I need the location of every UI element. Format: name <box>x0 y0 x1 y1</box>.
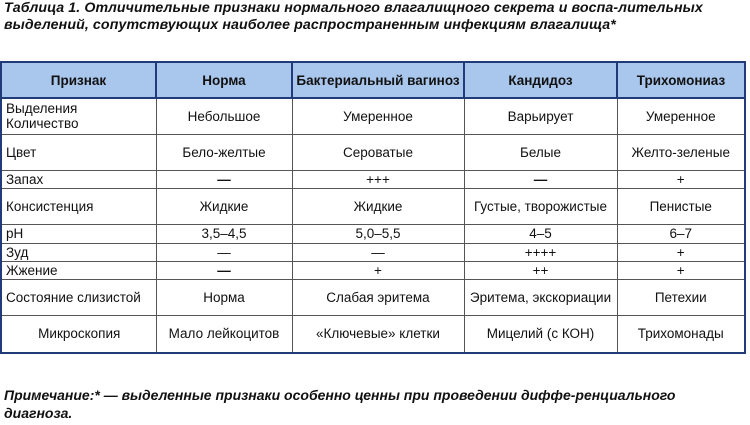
table-row <box>1 188 745 224</box>
cell-trichomoniasis: 6–7 <box>617 224 745 243</box>
table-row <box>1 261 745 279</box>
cell-norm: Норма <box>156 279 292 315</box>
comparison-table <box>0 61 746 354</box>
header-candidiasis: Кандидоз <box>464 62 617 98</box>
table-row <box>1 170 745 188</box>
cell-bv: Слабая эритема <box>292 279 464 315</box>
header-norm: Норма <box>156 62 292 98</box>
cell-norm: — <box>156 243 292 261</box>
cell-trichomoniasis: Петехии <box>617 279 745 315</box>
cell-norm: Жидкие <box>156 188 292 224</box>
cell-trichomoniasis: + <box>617 261 745 279</box>
table-row <box>1 315 745 353</box>
cell-bv: Жидкие <box>292 188 464 224</box>
row-label: Выделения Количество <box>1 98 156 134</box>
cell-candidiasis: Эритема, экскориации <box>464 279 617 315</box>
cell-bv: — <box>292 243 464 261</box>
table-row <box>1 98 745 134</box>
row-label: Зуд <box>1 243 156 261</box>
cell-candidiasis: ++ <box>464 261 617 279</box>
table-row <box>1 134 745 170</box>
cell-candidiasis: Белые <box>464 134 617 170</box>
cell-bv: «Ключевые» клетки <box>292 315 464 353</box>
cell-candidiasis: 4–5 <box>464 224 617 243</box>
header-row <box>1 62 745 98</box>
cell-trichomoniasis: Желто-зеленые <box>617 134 745 170</box>
cell-bv: 5,0–5,5 <box>292 224 464 243</box>
row-label: Консистенция <box>1 188 156 224</box>
cell-norm: Бело-желтые <box>156 134 292 170</box>
cell-candidiasis: ++++ <box>464 243 617 261</box>
table-note: Примечание:* — выделенные признаки особенно ценны при проведении диффе-ренциального диагноза. <box>4 387 676 421</box>
table-row <box>1 279 745 315</box>
header-sign: Признак <box>1 62 156 98</box>
row-label: Микроскопия <box>1 315 156 353</box>
cell-bv: Сероватые <box>292 134 464 170</box>
header-trichomoniasis: Трихомониаз <box>617 62 745 98</box>
row-label: pH <box>1 224 156 243</box>
cell-candidiasis: Мицелий (с КОН) <box>464 315 617 353</box>
cell-bv: + <box>292 261 464 279</box>
cell-trichomoniasis: Пенистые <box>617 188 745 224</box>
table-caption: Таблица 1. Отличительные признаки нормального влагалищного секрета и воспа-лительных выделений, сопутствующих наиболее распространенным инфекциям влагалища* <box>4 0 703 33</box>
row-label: Жжение <box>1 261 156 279</box>
cell-candidiasis: Густые, творожистые <box>464 188 617 224</box>
cell-bv: +++ <box>292 170 464 188</box>
header-bacterial-vaginosis: Бактериальный вагиноз <box>292 62 464 98</box>
cell-norm: Небольшое <box>156 98 292 134</box>
row-label: Цвет <box>1 134 156 170</box>
cell-norm: — <box>156 261 292 279</box>
cell-norm: 3,5–4,5 <box>156 224 292 243</box>
cell-trichomoniasis: + <box>617 170 745 188</box>
cell-bv: Умеренное <box>292 98 464 134</box>
cell-candidiasis: Варьирует <box>464 98 617 134</box>
row-label: Состояние слизистой <box>1 279 156 315</box>
table-row <box>1 243 745 261</box>
cell-norm: Мало лейкоцитов <box>156 315 292 353</box>
cell-trichomoniasis: Трихомонады <box>617 315 745 353</box>
cell-candidiasis: — <box>464 170 617 188</box>
row-label: Запах <box>1 170 156 188</box>
table-row <box>1 224 745 243</box>
cell-trichomoniasis: + <box>617 243 745 261</box>
cell-trichomoniasis: Умеренное <box>617 98 745 134</box>
cell-norm: — <box>156 170 292 188</box>
